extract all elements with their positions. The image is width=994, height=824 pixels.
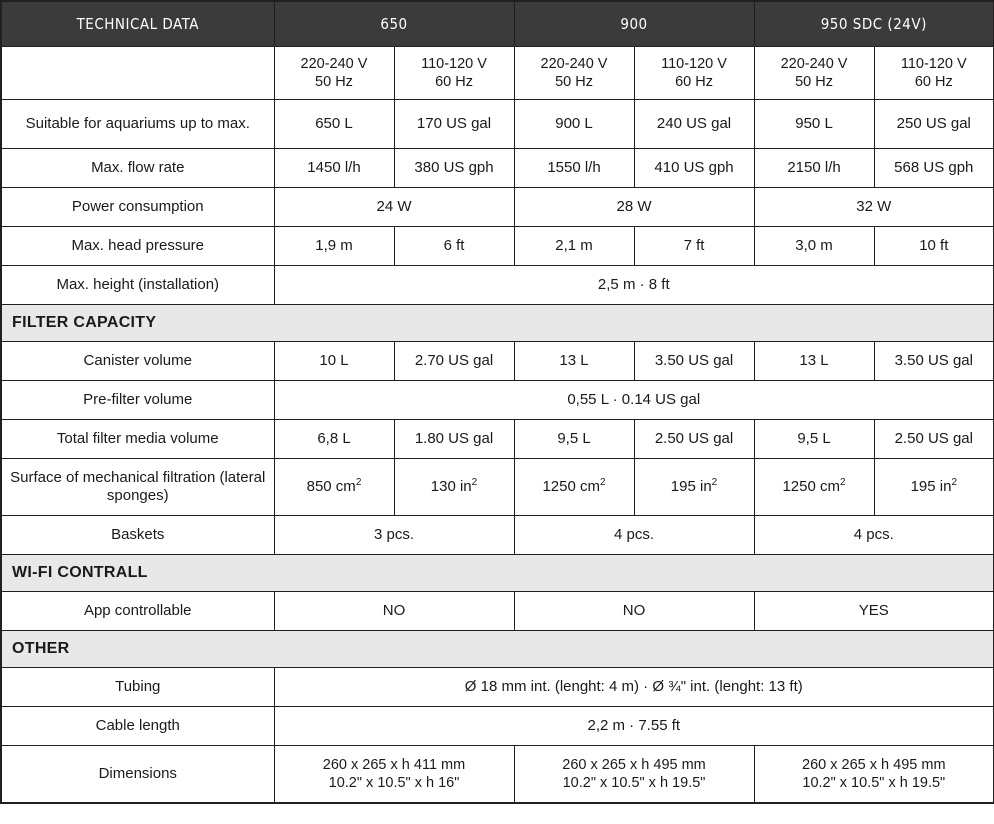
cell-value: 410 US gph — [634, 149, 754, 188]
cell-value-number: 130 in — [430, 478, 472, 496]
voltage-value: 220-240 V — [540, 55, 608, 72]
cell-value-exponent: 2 — [711, 477, 718, 489]
cell-value-number: 195 in — [910, 478, 952, 496]
table-header-row — [1, 1, 994, 47]
frequency-value: 60 Hz — [435, 74, 473, 90]
header-model-950sdc: 950 SDC (24V) — [754, 1, 994, 47]
cell-value: 380 US gph — [394, 149, 514, 188]
cell-value: 568 US gph — [874, 149, 994, 188]
row-label-surface-mechanical-filtration — [1, 459, 274, 516]
section-label: OTHER — [1, 631, 994, 668]
voltage-cell-1 — [274, 47, 394, 100]
row-label-line1: Surface of mechanical — [10, 469, 159, 486]
cell-value — [514, 459, 634, 516]
voltage-value: 110-120 V — [421, 55, 487, 72]
section-header-filter-capacity — [1, 305, 994, 342]
cell-value: 4 pcs. — [754, 516, 994, 555]
cell-value: 2.50 US gal — [874, 420, 994, 459]
cell-value — [394, 459, 514, 516]
cell-value-line2: 10.2" x 10.5" x h 19.5" — [562, 775, 706, 791]
cell-value-exponent: 2 — [840, 477, 846, 489]
cell-value-number: 1250 cm — [542, 478, 600, 496]
table-row — [1, 746, 994, 804]
cell-value-number: 195 in — [670, 478, 712, 496]
cell-value — [274, 746, 514, 804]
cell-value: 1,9 m — [274, 227, 394, 266]
frequency-value: 50 Hz — [795, 74, 833, 90]
cell-value: 1.80 US gal — [394, 420, 514, 459]
row-label-line2: filtration (lateral sponges) — [106, 469, 266, 504]
table-row — [1, 459, 994, 516]
cell-value: 2.70 US gal — [394, 342, 514, 381]
frequency-value: 50 Hz — [315, 74, 353, 90]
header-title: TECHNICAL DATA — [1, 1, 274, 47]
cell-value — [754, 746, 994, 804]
row-label-max-head-pressure: Max. head pressure — [1, 227, 274, 266]
cell-value — [634, 459, 754, 516]
table-row — [1, 707, 994, 746]
cell-value-number: 1250 cm — [782, 478, 841, 496]
row-label-baskets: Baskets — [1, 516, 274, 555]
header-model-900: 900 — [514, 1, 754, 47]
row-label-max-height-installation: Max. height (installation) — [1, 266, 274, 305]
cell-value: 1550 l/h — [514, 149, 634, 188]
row-label-tubing: Tubing — [1, 668, 274, 707]
cell-value-line2: 10.2" x 10.5" x h 16" — [328, 775, 460, 791]
table-row — [1, 592, 994, 631]
cell-value-line1: 260 x 265 x h 411 mm — [322, 756, 466, 773]
cell-value: 2,1 m — [514, 227, 634, 266]
voltage-cell-5 — [754, 47, 874, 100]
cell-value-line2: 10.2" x 10.5" x h 19.5" — [802, 775, 946, 791]
section-header-other — [1, 631, 994, 668]
cell-value — [514, 746, 754, 804]
cell-value — [754, 459, 874, 516]
cell-value: 10 ft — [874, 227, 994, 266]
voltage-cell-4 — [634, 47, 754, 100]
table-row — [1, 266, 994, 305]
cell-value-exponent: 2 — [600, 477, 606, 489]
cell-value: 2150 l/h — [754, 149, 874, 188]
row-label-line1: Suitable for aquariums — [25, 115, 176, 132]
cell-value: YES — [754, 592, 994, 631]
cell-value: 1450 l/h — [274, 149, 394, 188]
cell-value: 3.50 US gal — [634, 342, 754, 381]
cell-value — [874, 459, 994, 516]
cell-value: 10 L — [274, 342, 394, 381]
voltage-value: 110-120 V — [900, 55, 967, 72]
cell-value-exponent: 2 — [355, 477, 362, 489]
cell-value: 950 L — [754, 100, 874, 149]
row-label-dimensions: Dimensions — [1, 746, 274, 804]
cell-value: 2.50 US gal — [634, 420, 754, 459]
cell-value — [274, 459, 394, 516]
cell-value: 250 US gal — [874, 100, 994, 149]
voltage-cell-2 — [394, 47, 514, 100]
cell-value-exponent: 2 — [471, 477, 478, 489]
cell-value: 240 US gal — [634, 100, 754, 149]
voltage-value: 220-240 V — [780, 55, 848, 72]
row-label-line2: up to max. — [179, 115, 250, 132]
cell-value: 4 pcs. — [514, 516, 754, 555]
cell-value: 9,5 L — [754, 420, 874, 459]
header-model-650: 650 — [274, 1, 514, 47]
voltage-value: 110-120 V — [661, 55, 727, 72]
cell-value: 9,5 L — [514, 420, 634, 459]
cell-value: 32 W — [754, 188, 994, 227]
voltage-cell-3 — [514, 47, 634, 100]
cell-value-exponent: 2 — [951, 477, 957, 489]
voltage-row — [1, 47, 994, 100]
cell-value: 2,5 m · 8 ft — [274, 266, 994, 305]
cell-value: 28 W — [514, 188, 754, 227]
cell-value: 3 pcs. — [274, 516, 514, 555]
section-label: FILTER CAPACITY — [1, 305, 994, 342]
table-row — [1, 100, 994, 149]
table-row — [1, 668, 994, 707]
cell-value: 3.50 US gal — [874, 342, 994, 381]
frequency-value: 60 Hz — [675, 74, 713, 90]
frequency-value: 50 Hz — [555, 74, 593, 90]
table-row — [1, 381, 994, 420]
table-row — [1, 227, 994, 266]
voltage-value: 220-240 V — [300, 55, 368, 72]
cell-value: 0,55 L · 0.14 US gal — [274, 381, 994, 420]
cell-value-line1: 260 x 265 x h 495 mm — [562, 756, 706, 773]
cell-value: 24 W — [274, 188, 514, 227]
section-label: WI-FI CONTRALL — [1, 555, 994, 592]
row-label-app-controllable: App controllable — [1, 592, 274, 631]
frequency-value: 60 Hz — [914, 74, 953, 90]
cell-value-number: 850 cm — [306, 478, 356, 496]
cell-value: 650 L — [274, 100, 394, 149]
cell-value: 6,8 L — [274, 420, 394, 459]
cell-value: 6 ft — [394, 227, 514, 266]
cell-value: NO — [274, 592, 514, 631]
table-row — [1, 342, 994, 381]
cell-value-line1: 260 x 265 x h 495 mm — [802, 756, 946, 773]
cell-value: 13 L — [514, 342, 634, 381]
cell-value: 3,0 m — [754, 227, 874, 266]
row-label-cable-length: Cable length — [1, 707, 274, 746]
cell-value: Ø 18 mm int. (lenght: 4 m) · Ø ¾" int. (lenght: 13 ft) — [274, 668, 994, 707]
cell-value: 900 L — [514, 100, 634, 149]
cell-value: NO — [514, 592, 754, 631]
row-label-pre-filter-volume: Pre-filter volume — [1, 381, 274, 420]
row-label-power-consumption: Power consumption — [1, 188, 274, 227]
section-header-wifi-control — [1, 555, 994, 592]
row-label-canister-volume: Canister volume — [1, 342, 274, 381]
row-label-total-filter-media-volume: Total filter media volume — [1, 420, 274, 459]
cell-value: 170 US gal — [394, 100, 514, 149]
table-row — [1, 188, 994, 227]
cell-value: 7 ft — [634, 227, 754, 266]
voltage-row-label-empty — [1, 47, 274, 100]
table-row — [1, 516, 994, 555]
cell-value: 13 L — [754, 342, 874, 381]
table-row — [1, 420, 994, 459]
cell-value: 2,2 m · 7.55 ft — [274, 707, 994, 746]
voltage-cell-6 — [874, 47, 994, 100]
table-row — [1, 149, 994, 188]
row-label-max-flow-rate: Max. flow rate — [1, 149, 274, 188]
row-label-suitable-aquariums — [1, 100, 274, 149]
